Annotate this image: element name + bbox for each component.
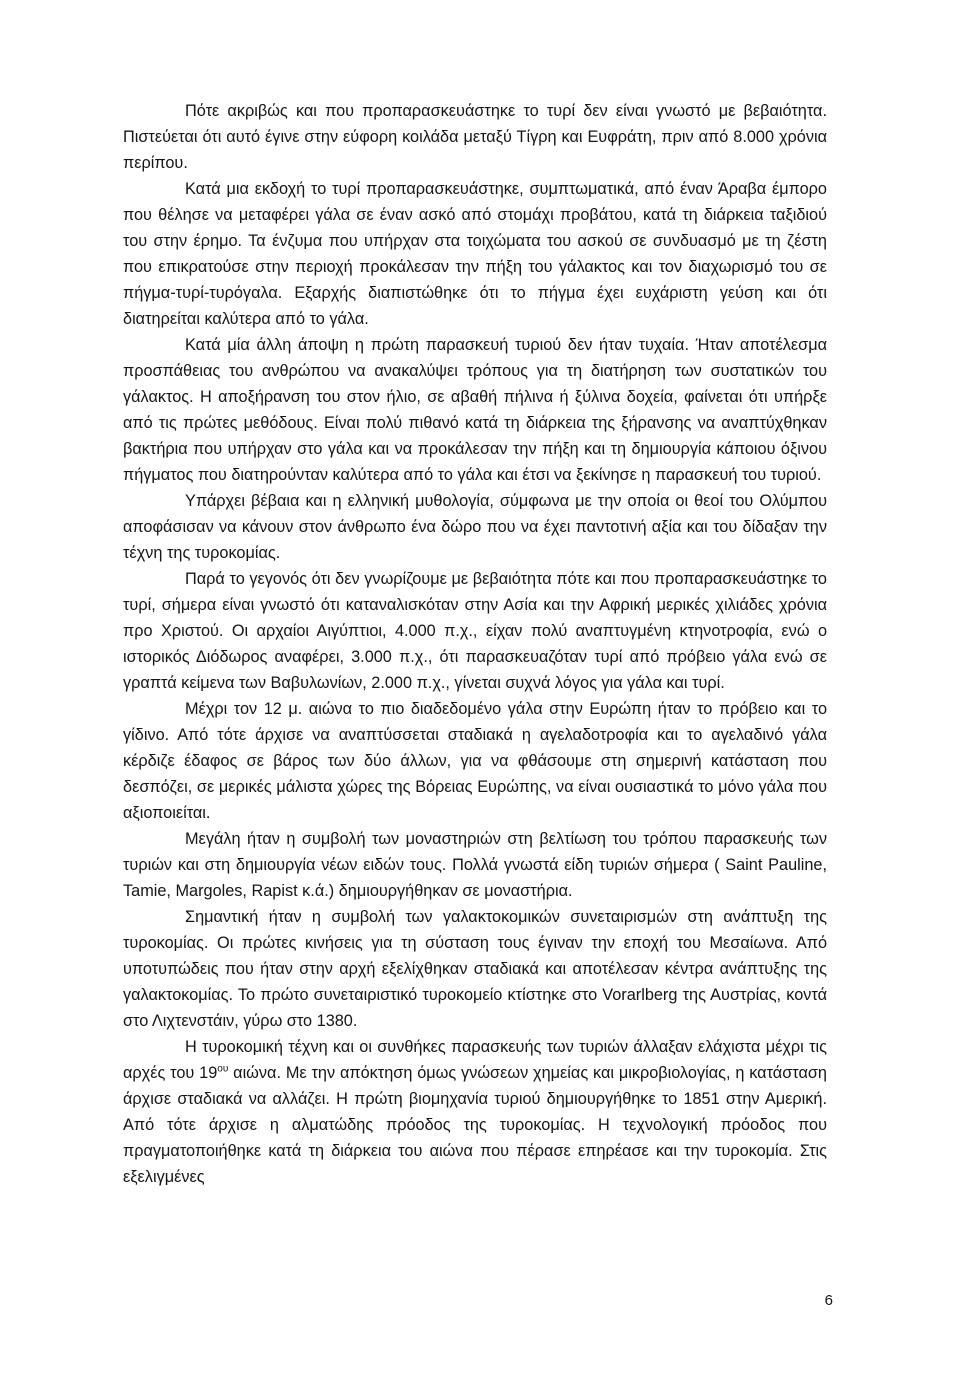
paragraph-mythology: Υπάρχει βέβαια και η ελληνική μυθολογία, σύμφωνα με την οποία οι θεοί του Ολύμπου αποφάσισαν να κάνουν στον άνθρωπο ένα δώρο που να έχει παντοτινή αξία και του δίδαξαν την τέχνη της τυροκομίας.	[123, 492, 827, 562]
paragraph-industrialization	[123, 1034, 827, 1190]
paragraph-origin: Πότε ακριβώς και που προπαρασκευάστηκε το τυρί δεν είναι γνωστό με βεβαιότητα. Πιστεύεται ότι αυτό έγινε στην εύφορη κοιλάδα μεταξύ Τίγρη και Ευφράτη, πριν από 8.000 χρόνια περίπου.	[123, 102, 827, 172]
paragraph-industrialization-end: αιώνα. Με την απόκτηση όμως γνώσεων χημείας και μικροβιολογίας, η κατάσταση άρχισε σταδιακά να αλλάζει. Η πρώτη βιομηχανία τυριού δημιουργήθηκε το 1851 στην Αμερική. Από τότε άρχισε η αλματώδης πρόοδος της τυροκομίας. Η τεχνολογική πρόοδος που πραγματοποιήθηκε κατά τη διάρκεια του αιώνα που πέρασε επηρέασε και την τυροκομία. Στις εξελιγμένες	[123, 1064, 827, 1186]
body-text	[123, 98, 827, 1190]
paragraph-preservation-theory: Κατά μία άλλη άποψη η πρώτη παρασκευή τυριού δεν ήταν τυχαία. Ήταν αποτέλεσμα προσπάθειας του ανθρώπου να ανακαλύψει τρόπους για τη διατήρηση των συστατικών του γάλακτος. Η αποξήρανση του στον ήλιο, σε αβαθή πήλινα ή ξύλινα δοχεία, φαίνεται ότι υπήρξε από τις πρώτες μεθόδους. Είναι πολύ πιθανό κατά τη διάρκεια της ξήρανσης να αναπτύχθηκαν βακτήρια που υπήρχαν στο γάλα και να προκάλεσαν την πήξη και τη δημιουργία κάποιου όξινου πήγματος που διατηρούνταν καλύτερα από το γάλα και έτσι να ξεκίνησε η παρασκευή του τυριού.	[123, 336, 827, 484]
ordinal-superscript: ου	[217, 1063, 229, 1075]
paragraph-monasteries: Μεγάλη ήταν η συμβολή των μοναστηριών στη βελτίωση του τρόπου παρασκευής των τυριών και στη δημιουργία νέων ειδών τους. Πολλά γνωστά είδη τυριών σήμερα ( Saint Pauline, Tamie, Margoles, Rapist κ.ά.) δημιουργήθηκαν σε μοναστήρια.	[123, 830, 827, 900]
paragraph-ancient-history: Παρά το γεγονός ότι δεν γνωρίζουμε με βεβαιότητα πότε και που προπαρασκευάστηκε το τυρί, σήμερα είναι γνωστό ότι καταναλισκόταν στην Ασία και την Αφρική μερικές χιλιάδες χρόνια προ Χριστού. Οι αρχαίοι Αιγύπτιοι, 4.000 π.χ., είχαν πολύ αναπτυγμένη κτηνοτροφία, ενώ ο ιστορικός Διόδωρος αναφέρει, 3.000 π.χ., ότι παρασκευαζόταν τυρί από πρόβειο γάλα ενώ σε γραπτά κείμενα των Βαβυλωνίων, 2.000 π.χ., γίνεται συχνά λόγος για γάλα και τυρί.	[123, 570, 827, 692]
page-number: 6	[824, 1292, 833, 1309]
paragraph-europe-milk: Μέχρι τον 12 μ. αιώνα το πιο διαδεδομένο γάλα στην Ευρώπη ήταν το πρόβειο και το γίδινο. Από τότε άρχισε να αναπτύσσεται σταδιακά η αγελαδοτροφία και το αγελαδινό γάλα κέρδιζε έδαφος σε βάρος των δύο άλλων, για να φθάσουμε στη σημερινή κατάσταση που δεσπόζει, σε μερικές μάλιστα χώρες της Βόρειας Ευρώπης, να είναι ουσιαστικά το μόνο γάλα που αξιοποιείται.	[123, 700, 827, 822]
paragraph-cooperatives: Σημαντική ήταν η συμβολή των γαλακτοκομικών συνεταιρισμών στη ανάπτυξη της τυροκομίας. Οι πρώτες κινήσεις για τη σύσταση τους έγιναν την εποχή του Μεσαίωνα. Από υποτυπώδεις που ήταν στην αρχή εξελίχθηκαν σταδιακά και αποτέλεσαν κέντρα ανάπτυξης της γαλακτοκομίας. Το πρώτο συνεταιριστικό τυροκομείο κτίστηκε στο Vorarlberg της Αυστρίας, κοντά στο Λιχτενστάιν, γύρω στο 1380.	[123, 908, 827, 1030]
paragraph-industrialization-start: Η τυροκομική τέχνη και οι συνθήκες παρασκευής των τυριών άλλαξαν ελάχιστα μέχρι τις αρχές του 19	[123, 1038, 827, 1082]
paragraph-arab-merchant: Κατά μια εκδοχή το τυρί προπαρασκευάστηκε, συμπτωματικά, από έναν Άραβα έμπορο που θέλησε να μεταφέρει γάλα σε έναν ασκό από στομάχι προβάτου, κατά τη διάρκεια ταξιδιού του στην έρημο. Τα ένζυμα που υπήρχαν στα τοιχώματα του ασκού σε συνδυασμό με τη ζέστη που επικρατούσε στην περιοχή προκάλεσαν την πήξη του γάλακτος και τον διαχωρισμό του σε πήγμα-τυρί-τυρόγαλα. Εξαρχής διαπιστώθηκε ότι το πήγμα έχει ευχάριστη γεύση και ότι διατηρείται καλύτερα από το γάλα.	[123, 180, 827, 328]
